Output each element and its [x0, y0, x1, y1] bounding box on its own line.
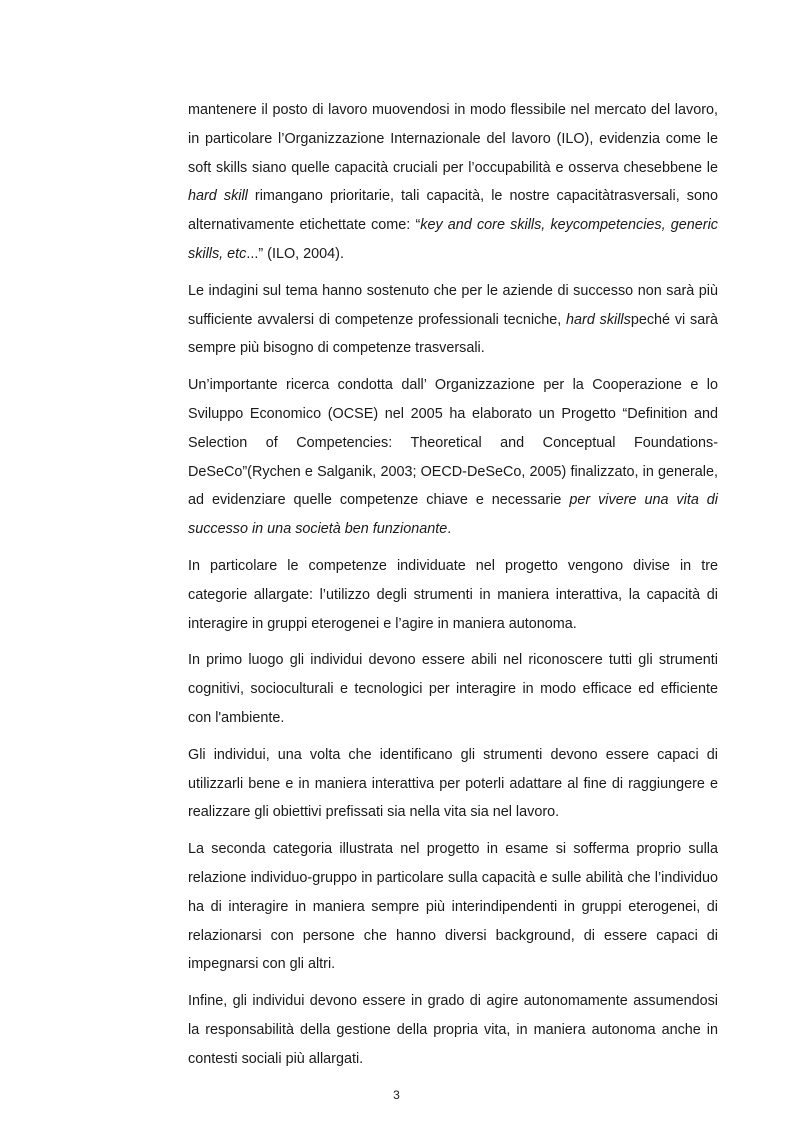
text-segment: In particolare le competenze individuate nel progetto vengono divise in tre categorie allargate: l’utilizzo degli strumenti in maniera interattiva, la capacità di interagire in gruppi eterogenei e l’agire in maniera autonoma.	[188, 557, 718, 632]
text-segment: La seconda categoria illustrata nel progetto in esame si sofferma proprio sulla relazione individuo-gruppo in particolare sulla capacità e sulle abilità che l’individuo ha di interagire in maniera sempre più interindipendenti in gruppi eterogenei, di relazionarsi con persone che hanno diversi background, di essere capaci di impegnarsi con gli altri.	[188, 841, 718, 973]
document-page	[188, 96, 718, 1082]
text-segment: mantenere il posto di lavoro muovendosi in modo flessibile nel mercato del lavoro, in particolare l’Organizzazione Internazionale del lavoro (ILO), evidenzia come le soft skills siano quelle capacità cruciali per l’occupabilità e osserva chesebbene le	[188, 102, 718, 176]
paragraph-2	[188, 277, 718, 363]
paragraph-7	[188, 835, 718, 979]
paragraph-8	[188, 987, 718, 1073]
paragraph-6	[188, 741, 718, 827]
italic-segment: hard skills	[566, 311, 631, 328]
text-segment: peché vi sarà sempre più bisogno di competenze trasversali.	[188, 311, 719, 357]
text-segment: Gli individui, una volta che identificano gli strumenti devono essere capaci di utilizzarli bene e in maniera interattiva per poterli adattare al fine di raggiungere e realizzare gli obiettivi prefissati sia nella vita sia nel lavoro.	[188, 746, 718, 821]
page-number: 3	[393, 1088, 400, 1102]
paragraph-5	[188, 646, 718, 732]
text-segment: rimangano prioritarie, tali capacità, le nostre capacitàtrasversali, sono alternativamente etichettate come: “	[188, 188, 718, 234]
text-segment: .	[447, 521, 452, 538]
text-segment: Infine, gli individui devono essere in grado di agire autonomamente assumendosi la responsabilità della gestione della propria vita, in maniera autonoma anche in contesti sociali più allargati.	[188, 993, 718, 1067]
paragraph-3	[188, 371, 718, 544]
italic-segment: key and core skills, keycompetencies, generic skills, etc	[188, 217, 718, 262]
paragraph-4	[188, 552, 718, 638]
italic-segment: hard skill	[188, 188, 248, 205]
text-segment: Le indagini sul tema hanno sostenuto che per le aziende di successo non sarà più sufficiente avvalersi di competenze professionali tecniche,	[188, 282, 718, 328]
text-segment: In primo luogo gli individui devono essere abili nel riconoscere tutti gli strumenti cognitivi, socioculturali e tecnologici per interagire in modo efficace ed efficiente con l'ambiente.	[188, 652, 718, 726]
italic-segment: per vivere una vita di successo in una società ben funzionante	[188, 492, 718, 538]
text-segment: Un’importante ricerca condotta dall’ Organizzazione per la Cooperazione e lo Sviluppo Economico (OCSE) nel 2005 ha elaborato un Progetto “Definition and Selection of Competencies: Theoretical and Conceptual Foundations-DeSeCo”(Rychen e Salganik, 2003; OECD-DeSeCo, 2005) finalizzato, in generale, ad evidenziare quelle competenze chiave e necessarie	[188, 377, 718, 509]
paragraph-1	[188, 96, 718, 269]
text-segment: ...” (ILO, 2004).	[246, 245, 344, 262]
